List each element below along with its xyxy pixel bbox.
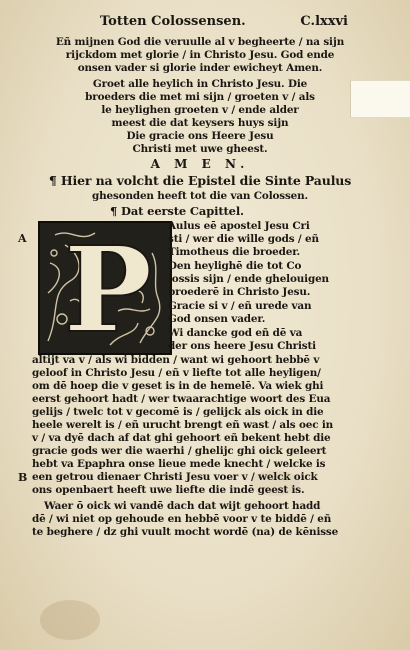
decorated-initial	[38, 221, 172, 355]
marginal-letter: B	[18, 471, 28, 484]
text-line: Groet alle heylich in Christo Jesu. Die	[92, 78, 308, 90]
text-line: een getrou dienaer Christi Jesu voer v / welck oick	[32, 471, 318, 483]
text-line: sti / wer die wille gods / eñ	[168, 233, 319, 245]
text-line: Die gracie ons Heere Jesu	[126, 130, 274, 142]
amen-line: A M E N.	[150, 157, 250, 171]
paper-stain	[40, 600, 100, 640]
text-line: altĳt va v / als wi bidden / want wi gehoort hebbē v	[32, 354, 320, 366]
initial-woodcut	[40, 223, 170, 353]
text-line: Gracie si v / eñ urede van	[168, 300, 312, 312]
text-line: Christi met uwe gheest.	[132, 143, 268, 155]
running-header	[92, 14, 348, 32]
text-line: Wi dancke god eñ dē va	[168, 327, 303, 339]
text-line: gelĳs / twelc tot v gecomē is / gelĳck als oick in die	[32, 406, 324, 418]
text-line: Timotheus die broeder.	[168, 246, 301, 258]
text-line: onsen vader si glorie inder ewicheyt Amen.	[77, 62, 323, 74]
text-line: broeders die met mi sĳn / groeten v / als	[85, 91, 315, 103]
text-line: lossis sĳn / ende ghelouigen	[168, 273, 329, 285]
text-line: meest die dat keysers huys sĳn	[111, 117, 289, 129]
initial-glyph: P	[63, 223, 153, 353]
running-title: Totten Colossensen.	[100, 14, 246, 29]
text-line: eerst gehoort hadt / wer twaarachtige woort des Eua	[32, 393, 331, 405]
epistle-heading: ghesonden heeft tot die van Colossen.	[91, 190, 309, 202]
text-line: hebt va Epaphra onse lieue mede knecht / welcke is	[32, 458, 326, 470]
text-line: broederē in Christo Jesu.	[168, 286, 311, 298]
folio-number: C.lxxvi	[300, 14, 348, 29]
text-line: rĳckdom met glorie / in Christo Jesu. God ende	[65, 49, 335, 61]
text-line: geloof in Christo Jesu / eñ v liefte tot alle heyligen/	[32, 367, 321, 379]
marginal-letter: A	[18, 232, 27, 245]
text-line: Waer ō oick wi vandē dach dat wĳt gehoort hadd	[44, 500, 321, 512]
text-line: ons openbaert heeft uwe liefte die indē geest is.	[32, 484, 305, 496]
text-line: heele werelt is / eñ urucht brengt eñ wast / als oec in	[32, 419, 334, 431]
text-line: dē / wi niet op gehoude en hebbē voor v te biddē / eñ	[32, 513, 332, 525]
text-line: om dē hoep die v geset is in de hemelē. Va wiek ghi	[32, 380, 324, 392]
text-line: der ons heere Jesu Christi	[168, 340, 316, 352]
text-line: Aulus eē apostel Jesu Cri	[168, 220, 310, 232]
text-line: le heylighen groeten v / ende alder	[101, 104, 299, 116]
text-line: God onsen vader.	[168, 313, 266, 325]
text-line: te beghere / dz ghi vuult mocht wordē (na) de kēnisse	[32, 526, 339, 538]
epistle-heading: ¶ Hier na volcht die Epistel die Sinte Paulus	[48, 173, 352, 188]
text-line: Den heylighē die tot Co	[168, 260, 302, 272]
chapter-heading: ¶ Dat eerste Capittel.	[110, 204, 244, 218]
text-line: v / va dyē dach af dat ghi gehoort eñ bekent hebt die	[32, 432, 331, 444]
text-line: gracie gods wer die waerhi / ghelĳc ghi oick geleert	[32, 445, 327, 457]
text-line: Eñ mĳnen God die veruulle al v begheerte / na sĳn	[55, 36, 345, 48]
